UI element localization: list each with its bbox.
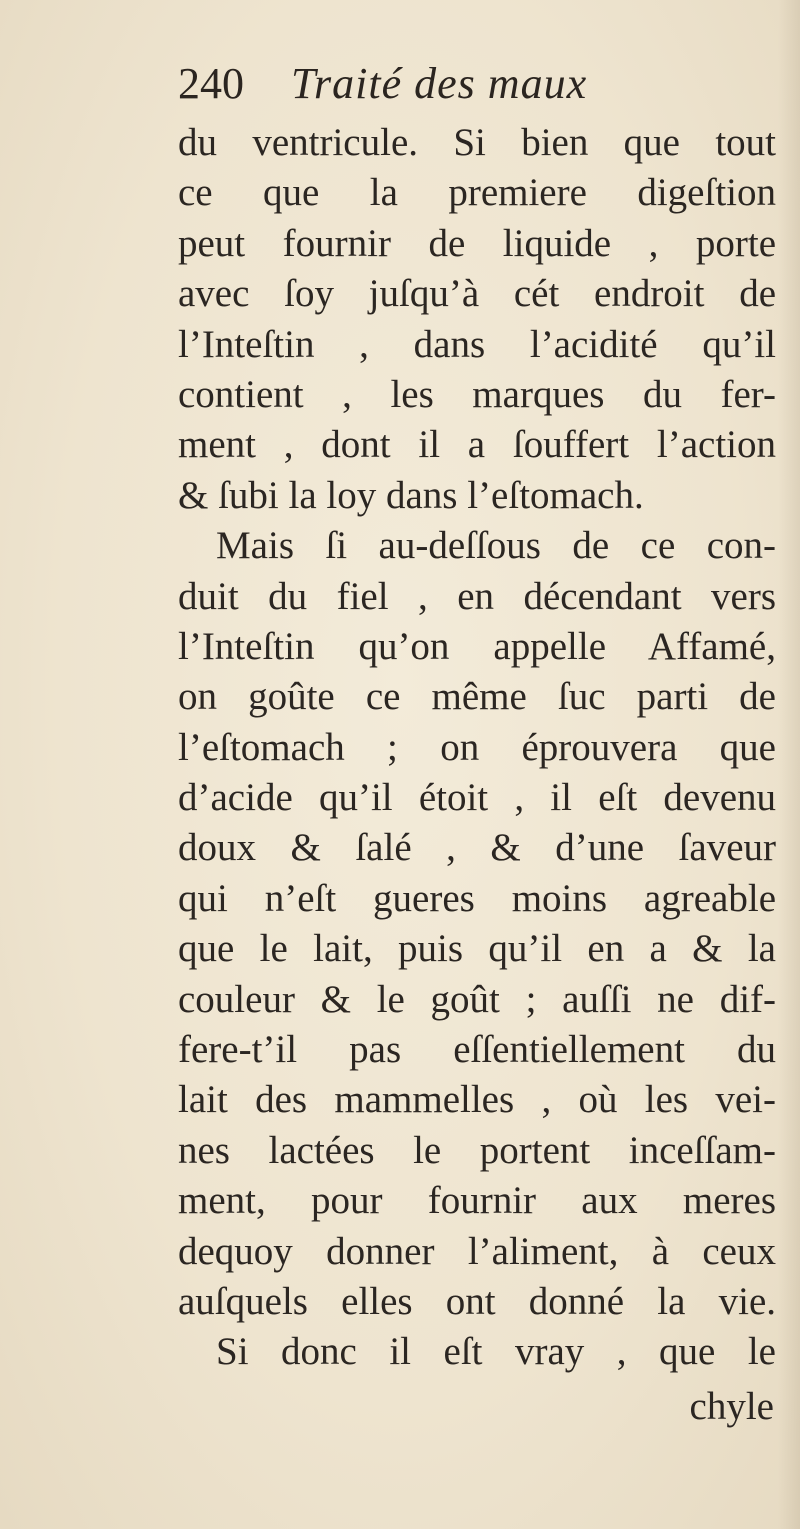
text-line: du ventricule. Si bien que tout: [178, 121, 776, 164]
text-line: lait des mammelles , où les vei-: [178, 1078, 776, 1122]
text-line: on goûte ce même ſuc parti de: [178, 675, 776, 719]
text-line: ment, pour fournir aux meres: [178, 1179, 776, 1223]
text-line: que le lait, puis qu’il en a & la: [178, 927, 776, 971]
running-head: [178, 59, 588, 108]
text-line: avec ſoy juſqu’à cét endroit de: [178, 272, 776, 316]
text-line: peut fournir de liquide , porte: [178, 221, 776, 265]
text-line: duit du fiel , en décendant vers: [178, 574, 776, 618]
text-line: nes lactées le portent inceſſam-: [178, 1128, 776, 1172]
text-line: l’eſtomach ; on éprouvera que: [178, 725, 776, 769]
text-line: couleur & le goût ; auſſi ne dif-: [178, 977, 776, 1021]
text-line-paragraph-start: Si donc il eſt vray , que le: [216, 1330, 776, 1374]
text-line-paragraph-start: Mais ſi au-deſſous de ce con-: [216, 524, 776, 568]
text-line: l’Inteſtin , dans l’acidité qu’il: [178, 322, 776, 366]
text-line: l’Inteſtin qu’on appelle Affamé,: [178, 624, 776, 668]
text-line: doux & ſalé , & d’une ſaveur: [178, 826, 776, 870]
text-line: ce que la premiere digeſtion: [178, 171, 776, 215]
page-number: 240: [178, 59, 244, 108]
running-title: Traité des maux: [291, 59, 588, 108]
text-line: auſquels elles ont donné la vie.: [178, 1279, 776, 1323]
text-line: fere-t’il pas eſſentiellement du: [178, 1028, 776, 1072]
catchword: chyle: [689, 1385, 774, 1428]
text-line: qui n’eſt gueres moins agreable: [178, 876, 776, 920]
text-line: ment , dont il a ſouffert l’action: [178, 423, 776, 467]
text-line: d’acide qu’il étoit , il eſt devenu: [178, 776, 776, 820]
body-text: [178, 118, 776, 1378]
text-line: dequoy donner l’aliment, à ceux: [178, 1229, 776, 1273]
text-line: contient , les marques du fer-: [178, 372, 776, 416]
text-line: & ſubi la loy dans l’eſtomach.: [178, 473, 644, 517]
page-edge-shadow: [778, 0, 800, 1529]
